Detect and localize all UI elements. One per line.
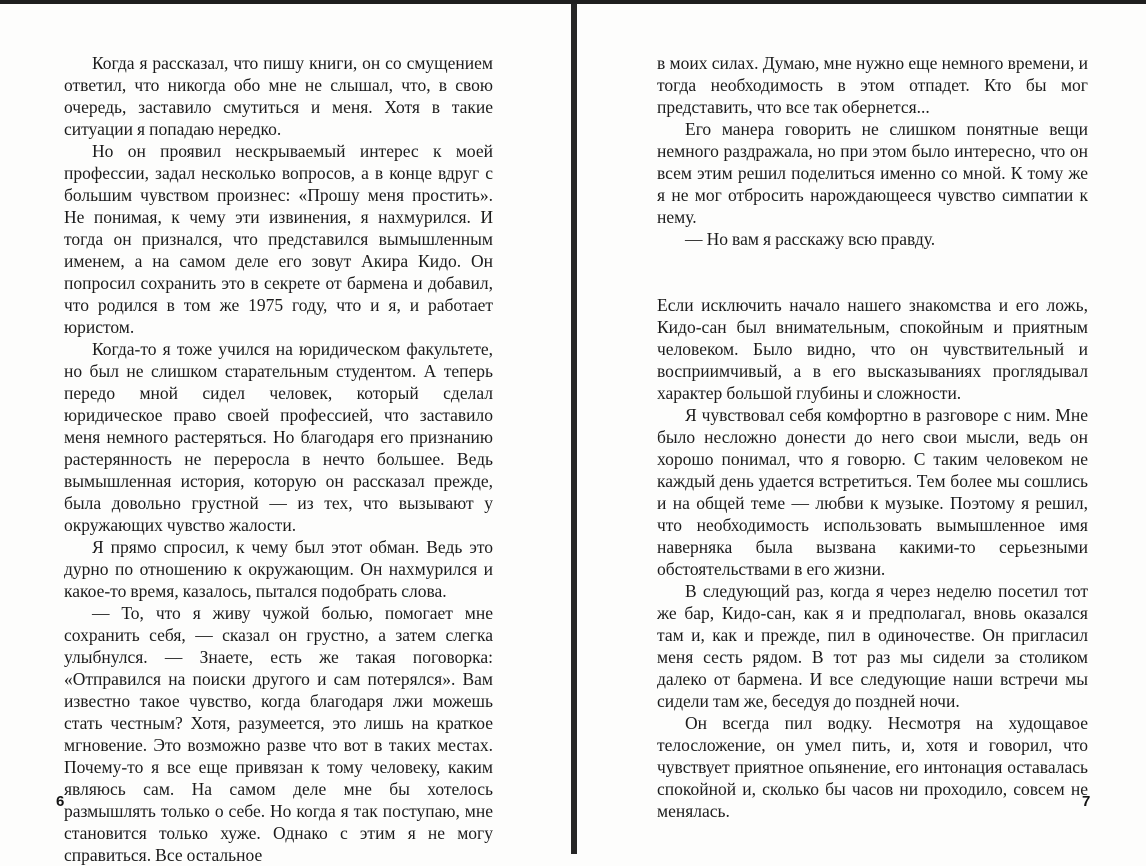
paragraph: Когда я рассказал, что пишу книги, он со смущением ответил, что никогда обо мне не слышал, что, в свою очередь, заставило смутиться и меня. Хотя в такие ситуации я попадаю нередко. [64, 53, 493, 139]
paragraph: Я прямо спросил, к чему был этот обман. Ведь это дурно по отношению к окружающим. Он нахмурился и какое-то время, казалось, пытался подобрать слова. [64, 537, 493, 601]
paragraph: Его манера говорить не слишком понятные вещи немного раздражала, но при этом было интересно, что он всем этим решил поделиться именно со мной. К тому же я не мог отбросить нарождающееся чувство симпатии к нему. [657, 119, 1088, 227]
paragraph: — То, что я живу чужой болью, помогает мне сохранить себя, — сказал он грустно, а затем слегка улыбнулся. — Знаете, есть же такая поговорка: «Отправился на поиски другого и сам потерялся». Вам известно такое чувство, когда благодаря лжи можешь стать честным? Хотя, разумеется, это лишь на краткое мгновение. Это возможно разве что вот в таких местах. Почему-то я все еще привязан к тому человеку, каким являюсь сам. На самом деле мне бы хотелось размышлять только о себе. Но когда я так поступаю, мне становится только хуже. Однако с этим я не могу справиться. Все остальное [64, 603, 493, 865]
page-left-text-column [64, 52, 493, 866]
paragraph: Если исключить начало нашего знакомства и его ложь, Кидо-сан был внимательным, спокойным и приятным человеком. Было видно, что он чувствительный и восприимчивый, а в его высказываниях проглядывал характер большой глубины и сложности. [657, 295, 1088, 403]
paragraph: — Но вам я расскажу всю правду. [685, 229, 936, 249]
page-number-left: 6 [56, 793, 65, 810]
paragraph: Я чувствовал себя комфортно в разговоре с ним. Мне было несложно донести до него свои мысли, ведь он хорошо понимал, что я говорю. С таким человеком не каждый день удается встретиться. Тем более мы сошлись и на общей теме — любви к музыке. Поэтому я решил, что необходимость использовать вымышленное имя наверняка была вызвана какими-то серьезными обстоятельствами в его жизни. [657, 405, 1088, 579]
paragraph: Но он проявил нескрываемый интерес к моей профессии, задал несколько вопросов, а в конце вдруг с большим чувством произнес: «Прошу меня простить». Не понимая, к чему эти извинения, я нахмурился. И тогда он признался, что представился вымышленным именем, а на самом деле его зовут Акира Кидо. Он попросил сохранить это в секрете от бармена и добавил, что родился в том же 1975 году, что и я, и работает юристом. [64, 141, 493, 337]
page-gutter-divider [571, 0, 577, 854]
paragraph: В следующий раз, когда я через неделю посетил тот же бар, Кидо-сан, как я и предполагал, вновь оказался там и, как и прежде, пил в одиночестве. Он пригласил меня сесть рядом. В тот раз мы сидели за столиком далеко от бармена. И все следующие наши встречи мы сидели там же, беседуя до поздней ночи. [657, 581, 1088, 711]
paragraph: в моих силах. Думаю, мне нужно еще немного времени, и тогда необходимость в этом отпадет. Кто бы мог представить, что все так обернется... [657, 53, 1088, 117]
page-left[interactable] [0, 0, 571, 865]
page-right-text-column [657, 52, 1091, 822]
paragraph: Когда-то я тоже учился на юридическом факультете, но был не слишком старательным студентом. А теперь передо мной сидел человек, который сделал юридическое право своей профессией, что заставило меня немного растеряться. Но благодаря его признанию растерянность не переросла в нечто большее. Ведь вымышленная история, которую он рассказал прежде, была довольно грустной — из тех, что вызывают у окружающих чувство жалости. [64, 339, 493, 535]
page-number-right: 7 [1082, 793, 1091, 810]
paragraph: Он всегда пил водку. Несмотря на худощавое телосложение, он умел пить, и, хотя и говорил, что чувствует приятное опьянение, его интонация оставалась спокойной и, сколько бы часов ни проходило, совсем не менялась. [657, 713, 1088, 821]
page-right[interactable] [577, 0, 1146, 854]
top-border-rule [0, 0, 1146, 4]
